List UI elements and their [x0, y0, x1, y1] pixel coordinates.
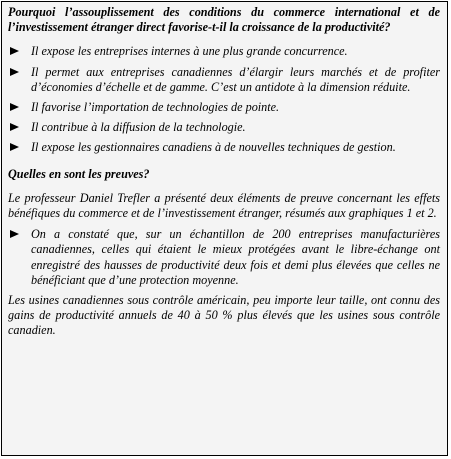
benefits-list	[8, 44, 440, 155]
question-heading: Pourquoi l’assouplissement des conditions du commerce international et de l’investissement étranger direct favorise-t-il la croissance de la productivité?	[8, 5, 440, 35]
list-item	[8, 140, 440, 155]
list-item	[8, 65, 440, 95]
list-item	[8, 100, 440, 115]
arrow-bullet-icon	[10, 230, 19, 238]
arrow-bullet-icon	[10, 123, 19, 131]
list-item-text: Il expose les entreprises internes à une plus grande concurrence.	[31, 44, 348, 59]
list-item	[8, 120, 440, 135]
list-item-text: Il permet aux entreprises canadiennes d’élargir leurs marchés et de profiter d’économies d’échelle et de gamme. C’est un antidote à la dimension réduite.	[31, 64, 440, 94]
arrow-bullet-icon	[10, 47, 19, 55]
list-item-text: On a constaté que, sur un échantillon de 200 entreprises manufacturières canadiennes, celles qui étaient le mieux protégées avant le libre-échange ont enregistré des hausses de productivité deux fois et demi plus élevées que celles ne bénéficiant que d’une protection moyenne.	[31, 227, 440, 287]
evidence-intro: Le professeur Daniel Trefler a présenté deux éléments de preuve concernant les effets bénéfiques du commerce et de l’investissement étranger, résumés aux graphiques 1 et 2.	[8, 190, 440, 221]
list-item-text: Il expose les gestionnaires canadiens à de nouvelles techniques de gestion.	[31, 140, 396, 155]
list-item	[8, 227, 440, 288]
arrow-bullet-icon	[10, 103, 19, 111]
list-item-text: Il contribue à la diffusion de la technologie.	[31, 120, 246, 135]
sidebar-box	[1, 1, 448, 456]
list-item	[8, 44, 440, 59]
list-item-text: Il favorise l’importation de technologies de pointe.	[31, 100, 280, 115]
arrow-bullet-icon	[10, 68, 19, 76]
evidence-list	[8, 227, 440, 288]
closing-paragraph: Les usines canadiennes sous contrôle américain, peu importe leur taille, ont connu des gains de productivité annuels de 40 à 50 % plus élevés que les usines sous contrôle canadien.	[8, 293, 440, 338]
evidence-heading: Quelles en sont les preuves?	[8, 166, 150, 181]
arrow-bullet-icon	[10, 143, 19, 151]
